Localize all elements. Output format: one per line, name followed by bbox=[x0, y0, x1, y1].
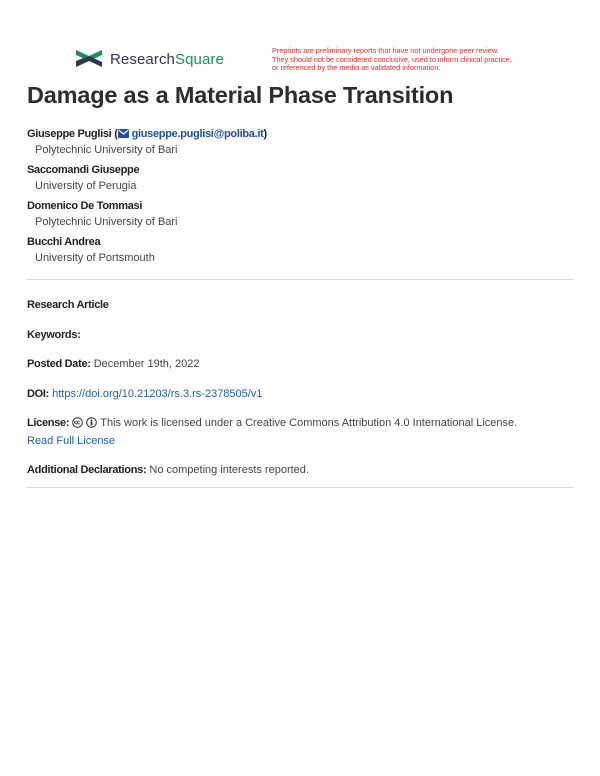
logo-wordmark: ResearchSquare bbox=[110, 50, 224, 68]
posted-date-label: Posted Date: bbox=[27, 358, 91, 370]
license-text: This work is licensed under a Creative Commons Attribution 4.0 International License. bbox=[100, 417, 518, 429]
posted-date-row bbox=[27, 358, 200, 370]
disclaimer-line: or referenced by the media as validated information. bbox=[272, 63, 441, 73]
envelope-icon bbox=[118, 129, 129, 138]
declarations-row bbox=[27, 464, 309, 476]
license-link-row bbox=[27, 435, 115, 447]
posted-date-value: December 19th, 2022 bbox=[93, 358, 200, 370]
article-type: Research Article bbox=[27, 299, 109, 311]
license-label: License: bbox=[27, 417, 70, 429]
attribution-icon bbox=[86, 417, 97, 428]
author-name: Giuseppe Puglisi ( giuseppe.puglisi@poliba.it) bbox=[27, 128, 267, 140]
author-affiliation: University of Perugia bbox=[35, 180, 137, 192]
declarations-value: No competing interests reported. bbox=[149, 464, 309, 476]
research-square-logo[interactable] bbox=[75, 48, 224, 70]
author-name: Domenico De Tommasi bbox=[27, 200, 143, 212]
author-affiliation: Polytechnic University of Bari bbox=[35, 144, 178, 156]
disclaimer-line: Preprints are preliminary reports that have not undergone peer review. bbox=[272, 46, 499, 55]
disclaimer-line: They should not be considered conclusive, used to inform clinical practice, bbox=[272, 54, 512, 64]
read-full-license-link[interactable]: Read Full License bbox=[27, 435, 116, 447]
author-email-link[interactable]: giuseppe.puglisi@poliba.it bbox=[131, 128, 264, 140]
doi-link[interactable]: https://doi.org/10.21203/rs.3.rs-2378505/v1 bbox=[52, 388, 263, 400]
author-affiliation: Polytechnic University of Bari bbox=[35, 216, 178, 228]
author-name: Bucchi Andrea bbox=[27, 236, 101, 248]
doi-row bbox=[27, 388, 262, 400]
section-divider bbox=[27, 487, 573, 488]
creative-commons-icon bbox=[72, 417, 83, 428]
doi-label: DOI: bbox=[27, 388, 50, 400]
author-affiliation: University of Portsmouth bbox=[35, 252, 155, 264]
article-title: Damage as a Material Phase Transition bbox=[27, 82, 454, 108]
license-row bbox=[27, 417, 517, 429]
keywords-row bbox=[27, 329, 81, 341]
author-name: Saccomandi Giuseppe bbox=[27, 164, 140, 176]
author-list bbox=[27, 127, 587, 271]
research-square-logo-icon bbox=[75, 48, 103, 70]
preprint-disclaimer bbox=[272, 47, 542, 73]
keywords-label: Keywords: bbox=[27, 329, 81, 341]
declarations-label: Additional Declarations: bbox=[27, 464, 147, 476]
section-divider bbox=[27, 279, 573, 280]
